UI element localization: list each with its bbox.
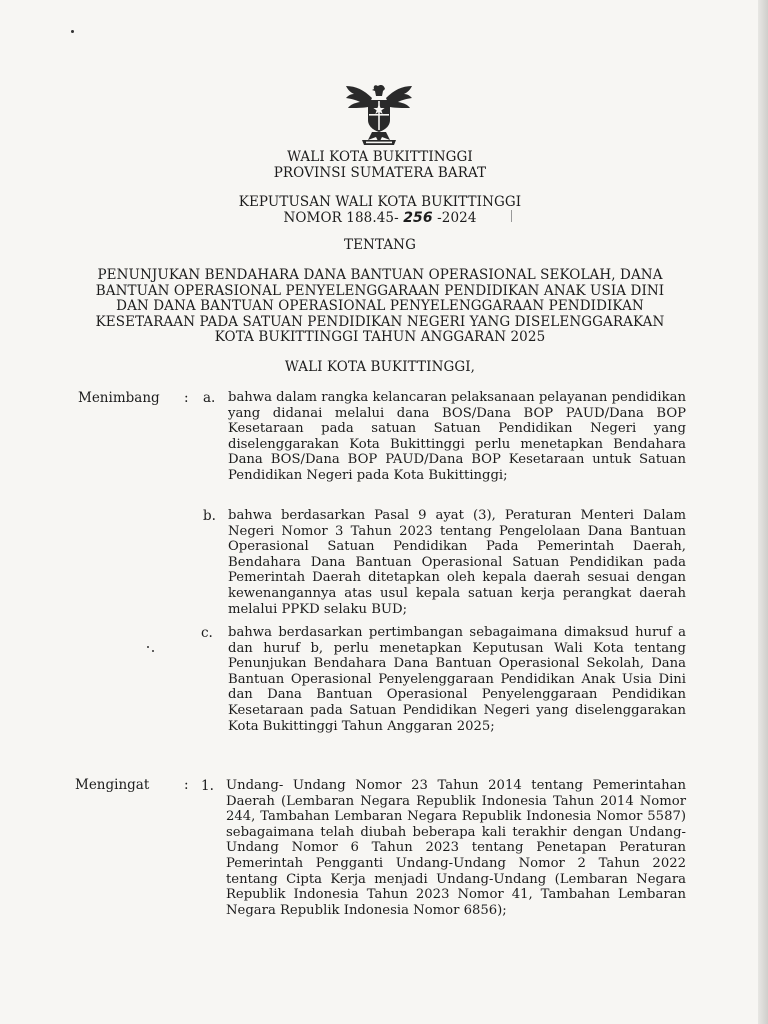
- decree-title: KEPUTUSAN WALI KOTA BUKITTINGGI: [238, 194, 522, 210]
- subject-line: KESETARAAN PADA SATUAN PENDIDIKAN NEGERI YANG DISELENGGARAKAN: [95, 313, 665, 330]
- scan-mark: [511, 210, 512, 222]
- subject-line: KOTA BUKITTINGGI TAHUN ANGGARAN 2025: [214, 329, 546, 345]
- menimbang-item-c: bahwa berdasarkan pertimbangan sebagaimana dimaksud huruf a dan huruf b, perlu menetapkan Keputusan Wali Kota tentang Penunjukan Bendahara Dana Bantuan Operasional Sekolah, Dana Bantuan Operasional Penyelenggaraan Pendidikan Anak Usia Dini dan Dana Bantuan Operasional Penyelenggaraan Pendidikan Kesetaraan pada Satuan Pendidikan Negeri yang diselenggarakan Kota Bukittinggi Tahun Anggaran 2025;: [228, 625, 686, 734]
- menimbang-colon: :: [184, 390, 189, 406]
- handwritten-number: 256: [403, 209, 433, 226]
- menimbang-item-a: bahwa dalam rangka kelancaran pelaksanaan pelayanan pendidikan yang didanai melalui dana BOS/Dana BOP PAUD/Dana BOP Kesetaraan pada satuan Satuan Pendidikan Negeri yang diselenggarakan Kota Bukittinggi perlu menetapkan Bendahara Dana BOS/Dana BOP PAUD/Dana BOP Kesetaraan untuk Satuan Pendidikan Negeri pada Kota Bukittinggi;: [228, 390, 686, 483]
- scan-speck: [152, 650, 154, 652]
- decree-number: [60, 211, 700, 227]
- header-line: WALI KOTA BUKITTINGGI: [287, 149, 473, 165]
- scan-speck: [71, 30, 74, 33]
- subject-line: PENUNJUKAN BENDAHARA DANA BANTUAN OPERASIONAL SEKOLAH, DANA: [97, 267, 663, 283]
- scan-speck: [147, 646, 149, 648]
- subject-line: DAN DANA BANTUAN OPERASIONAL PENYELENGGARAAN PENDIDIKAN: [116, 298, 644, 314]
- menimbang-label: Menimbang: [78, 390, 160, 406]
- decree-number-suffix: -2024: [437, 209, 477, 226]
- mengingat-colon: :: [184, 777, 189, 793]
- garuda-emblem-icon: [342, 80, 416, 146]
- decree-subject: [50, 268, 710, 346]
- decree-number-prefix: NOMOR 188.45-: [283, 209, 399, 226]
- mengingat-item-1: Undang- Undang Nomor 23 Tahun 2014 tentang Pemerintahan Daerah (Lembaran Negara Republik Indonesia Tahun 2014 Nomor 244, Tambahan Lembaran Negara Republik Indonesia Nomor 5587) sebagaimana telah diubah beberapa kali terakhir dengan Undang-Undang Nomor 6 Tahun 2023 tentang Penetapan Peraturan Pemerintah Pengganti Undang-Undang Nomor 2 Tahun 2022 tentang Cipta Kerja menjadi Undang-Undang (Lembaran Negara Republik Indonesia Tahun 2023 Nomor 41, Tambahan Lembaran Negara Republik Indonesia Nomor 6856);: [226, 778, 686, 918]
- item-marker: b.: [203, 508, 216, 524]
- issuer-name: WALI KOTA BUKITTINGGI,: [284, 359, 476, 375]
- menimbang-item-b: bahwa berdasarkan Pasal 9 ayat (3), Peraturan Menteri Dalam Negeri Nomor 3 Tahun 2023 tentang Pengelolaan Dana Bantuan Operasional Satuan Pendidikan Pada Pemerintah Daerah, Bendahara Dana Bantuan Operasional Satuan Pendidikan pada Pemerintah Daerah ditetapkan oleh kepala daerah sesuai dengan kewenangannya atas usul kepala satuan kerja perangkat daerah melalui PPKD selaku BUD;: [228, 508, 686, 617]
- header-line: PROVINSI SUMATERA BARAT: [273, 164, 487, 181]
- issuer-header: [60, 150, 700, 181]
- scan-edge: [758, 0, 768, 1024]
- item-marker: c.: [201, 625, 213, 641]
- mengingat-label: Mengingat: [75, 777, 150, 793]
- subject-line: BANTUAN OPERASIONAL PENYELENGGARAAN PENDIDIKAN ANAK USIA DINI: [95, 282, 665, 299]
- item-marker: a.: [203, 390, 216, 406]
- item-marker: 1.: [201, 778, 214, 794]
- about-heading: TENTANG: [344, 237, 416, 253]
- decree-heading: [60, 195, 700, 226]
